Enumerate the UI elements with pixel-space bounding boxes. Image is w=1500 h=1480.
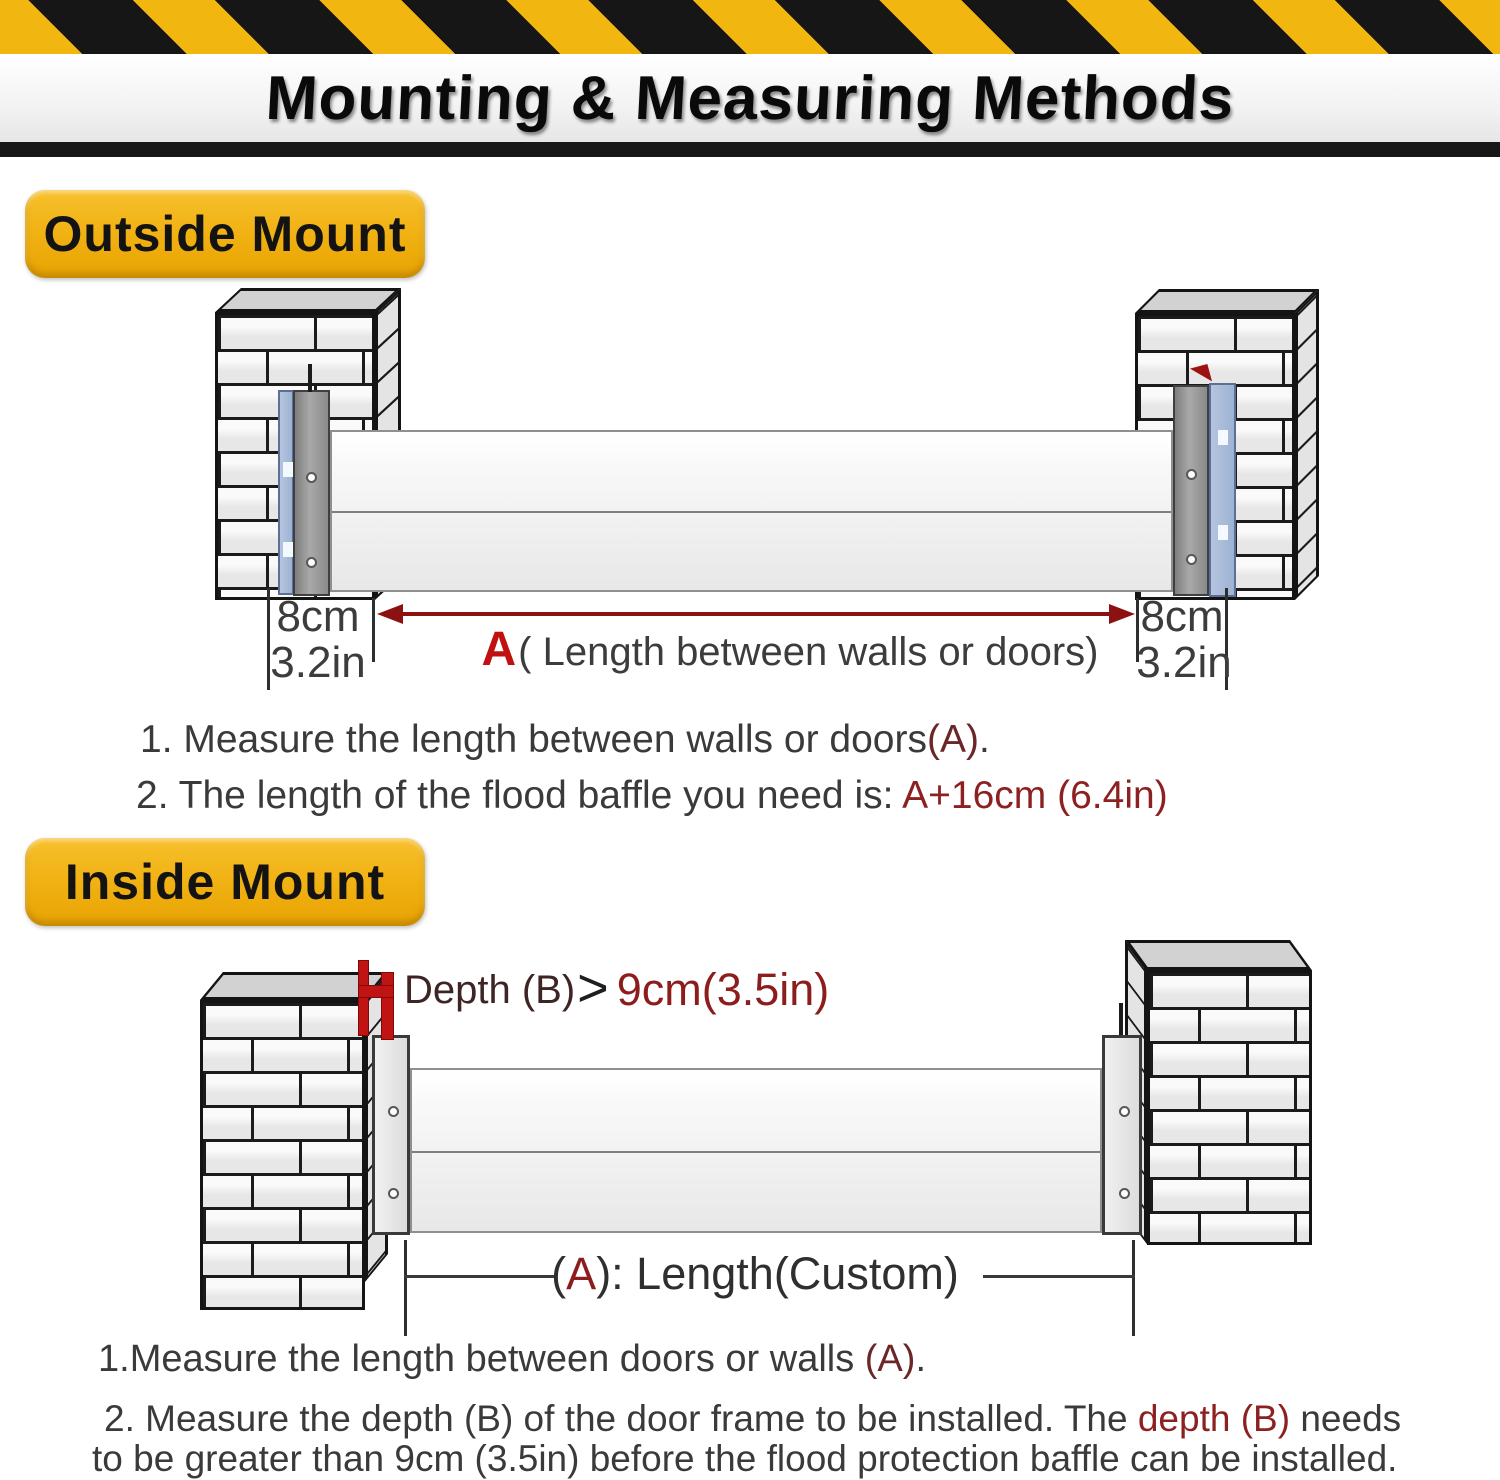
offset-label-right-in: 3.2in (1136, 638, 1232, 687)
inside-step-2-line-2 (92, 1438, 1397, 1480)
offset-label-left-cm: 8cm (276, 592, 360, 641)
inside-step-2-end: needs (1290, 1398, 1402, 1439)
inside-step-1 (98, 1338, 926, 1381)
title-underline-bar (0, 142, 1500, 157)
barrier-panel-divider (412, 1151, 1100, 1153)
outside-step-1-accent: (A) (926, 718, 979, 761)
mounting-bracket-right-inside (1102, 1035, 1142, 1235)
barrier-sheen (412, 1072, 1100, 1102)
inside-mount-badge-label: Inside Mount (64, 854, 386, 910)
screw-hole (1119, 1188, 1130, 1199)
depth-marker-bar-right (381, 972, 394, 1040)
screw-hole (1186, 469, 1197, 480)
screw-hole (388, 1106, 399, 1117)
greater-than-sign: > (577, 958, 609, 1018)
seal-strip-right-outside (1209, 383, 1236, 597)
custom-length-label (540, 1248, 970, 1300)
custom-length-a: A (566, 1248, 597, 1299)
anchor-pin-right-inside (1119, 1003, 1123, 1035)
title-band (0, 54, 1500, 142)
outside-step-1-text: 1. Measure the length between walls or doors (140, 718, 927, 761)
anchor-pin-left-outside (308, 364, 312, 392)
brick-pillar-left-inside (200, 1000, 365, 1310)
mounting-bracket-left-inside (372, 1035, 410, 1235)
mounting-bracket-left-outside (293, 390, 330, 596)
offset-label-right-cm: 8cm (1140, 592, 1224, 641)
brick-pillar-right-inside (1147, 970, 1312, 1245)
depth-marker-bar-left (358, 960, 369, 1036)
screw-hole (1186, 554, 1197, 565)
inside-step-1-text: 1.Measure the length between doors or walls (98, 1338, 865, 1380)
seal-marker (1218, 430, 1228, 445)
measure-tick (1132, 1240, 1135, 1336)
inside-step-2-continuation: to be greater than 9cm (3.5in) before the flood protection baffle can be installed. (92, 1438, 1398, 1479)
screw-hole (388, 1188, 399, 1199)
measure-line-right (983, 1275, 1135, 1278)
pillar-top-right-inside (1125, 940, 1312, 970)
outside-step-1-end: . (978, 718, 990, 761)
screw-hole (1119, 1106, 1130, 1117)
depth-label-value: 9cm(3.5in) (616, 964, 830, 1015)
inside-step-2-accent: depth (B) (1137, 1398, 1291, 1439)
offset-label-left-in: 3.2in (270, 638, 366, 687)
span-arrow (377, 604, 1135, 624)
inside-step-2-text: 2. Measure the depth (B) of the door frame to be installed. The (104, 1398, 1138, 1439)
seal-marker (283, 462, 293, 477)
outside-step-1 (140, 718, 990, 762)
arrow-line (397, 612, 1115, 616)
span-length-label-text: ( Length between walls or doors) (518, 630, 1099, 674)
depth-marker-crossbar (358, 985, 394, 998)
inside-step-1-accent: (A) (864, 1338, 916, 1380)
custom-length-text: ): Length(Custom) (596, 1248, 959, 1299)
page-title: Mounting & Measuring Methods (264, 63, 1236, 133)
span-length-label (470, 622, 1110, 677)
inside-step-1-end: . (915, 1338, 926, 1380)
pillar-side-right-outside (1295, 289, 1319, 600)
pillar-top-left-outside (215, 288, 401, 312)
inside-step-2-line-1 (104, 1398, 1401, 1440)
seal-marker (1218, 525, 1228, 540)
pillar-top-right-outside (1135, 289, 1319, 313)
mounting-bracket-right-outside (1173, 385, 1209, 596)
outside-step-2 (136, 774, 1168, 818)
outside-step-2-accent: A+16cm (6.4in) (902, 774, 1168, 817)
hazard-stripe-banner (0, 0, 1500, 54)
seal-strip-left-outside (278, 390, 294, 595)
inside-mount-badge (25, 838, 425, 926)
depth-label (404, 960, 829, 1020)
flood-barrier-outside (330, 430, 1173, 592)
depth-label-text: Depth (B) (404, 967, 576, 1012)
flood-barrier-inside (410, 1068, 1102, 1233)
outside-step-2-text: 2. The length of the flood baffle you need is: (136, 774, 903, 817)
measure-tick (404, 1240, 407, 1336)
seal-marker (283, 542, 293, 557)
custom-length-open: ( (551, 1248, 567, 1299)
screw-hole (306, 557, 317, 568)
outside-mount-badge-label: Outside Mount (43, 206, 407, 262)
span-length-label-a: A (481, 623, 517, 676)
screw-hole (306, 472, 317, 483)
barrier-panel-divider (332, 511, 1171, 513)
measure-line-left (404, 1275, 554, 1278)
outside-mount-badge (25, 190, 425, 278)
barrier-sheen (332, 434, 1171, 464)
